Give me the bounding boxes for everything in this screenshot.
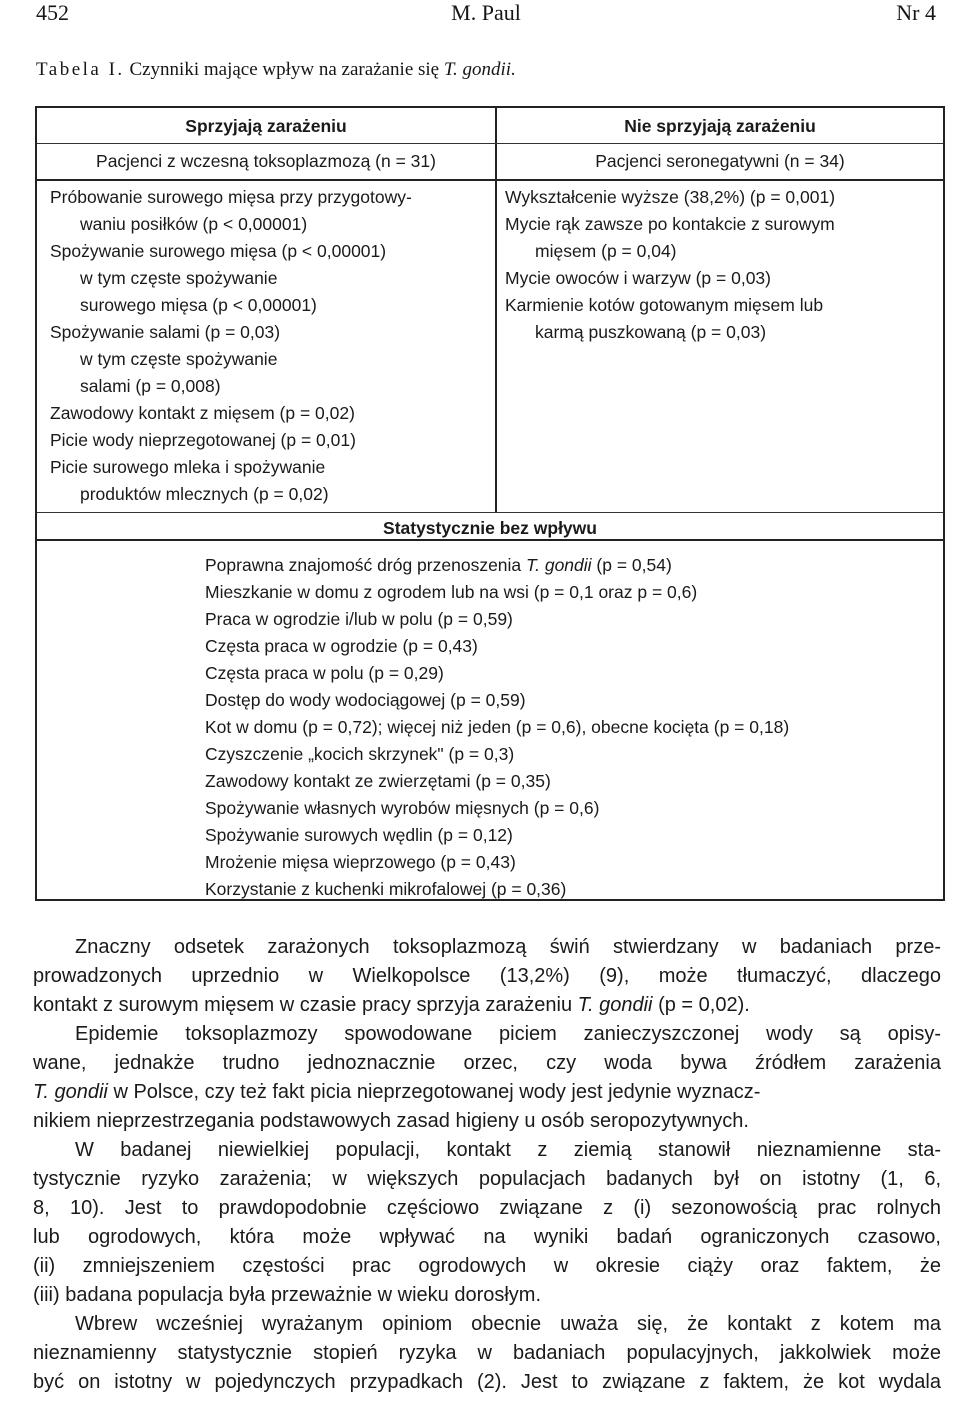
caption-text: Czynniki mające wpływ na zarażanie się [129,59,440,80]
list-item: karmą puszkowaną (p = 0,03) [535,322,767,342]
text-line: Wbrew wcześniej wyrażanym opiniom obecnie uważa się, że kontakt z kotem ma [75,1313,941,1335]
row-divider [37,539,943,541]
factors-table [35,106,945,901]
text-line: prowadzonych uprzednio w Wielkopolsce (13,2%) (9), może tłumaczyć, dlaczego [33,965,941,987]
caption-organism: T. gondii. [443,59,516,80]
text-run: w Polsce, czy też fakt picia nieprzegotowanej wody jest jedynie wyznacz- [113,1081,761,1103]
text-line: W badanej niewielkiej populacji, kontakt z ziemią stanowił nieznamienne sta- [75,1139,941,1161]
list-item: Karmienie kotów gotowanym mięsem lub [505,295,824,315]
list-item: Wykształcenie wyższe (38,2%) (p = 0,001) [505,187,836,207]
list-item: Praca w ogrodzie i/lub w polu (p = 0,59) [205,609,513,629]
list-item: produktów mlecznych (p = 0,02) [80,484,329,504]
list-item: Zawodowy kontakt z mięsem (p = 0,02) [50,403,355,423]
text-line: być on istotny w pojedynczych przypadkach (2). Jest to związane z faktem, że kot wydala [33,1371,941,1393]
list-item: Mycie rąk zawsze po kontakcie z surowym [505,214,835,234]
text-line: tystycznie ryzyko zarażenia; w większych populacjach badanych był on istotny (1, 6, [33,1168,941,1190]
list-item-organism: T. gondii [526,555,592,575]
bottom-section-title: Statystycznie bez wpływu [383,518,597,538]
text-run: (p = 0,02). [658,994,750,1016]
text-line: wane, jednakże trudno jednoznacznie orzec, czy woda bywa źródłem zarażenia [33,1052,941,1074]
list-item: Mycie owoców i warzyw (p = 0,03) [505,268,771,288]
text-line: nikiem nieprzestrzegania podstawowych zasad higieny u osób seropozytywnych. [33,1110,749,1132]
text-line: (iii) badana populacja była przeważnie w wieku dorosłym. [33,1284,542,1306]
list-item: Próbowanie surowego mięsa przy przygotowy- [50,187,412,207]
list-item: Spożywanie własnych wyrobów mięsnych (p = 0,6) [205,798,600,818]
list-item: Mieszkanie w domu z ogrodem lub na wsi (p = 0,1 oraz p = 0,6) [205,582,698,602]
list-item: Mrożenie mięsa wieprzowego (p = 0,43) [205,852,516,872]
list-item: surowego mięsa (p < 0,00001) [80,295,317,315]
table-caption [36,58,516,82]
row-divider [37,143,943,144]
list-item: Dostęp do wody wodociągowej (p = 0,59) [205,690,526,710]
list-item: Picie wody nieprzegotowanej (p = 0,01) [50,430,356,450]
text-line: 8, 10). Jest to prawdopodobnie częściowo związane z (i) sezonowością prac rolnych [33,1197,941,1219]
caption-label: Tabela I. [36,59,125,80]
non-favoring-factors-list [505,184,835,346]
row-divider [37,512,943,513]
list-item: mięsem (p = 0,04) [535,241,677,261]
body-text [33,933,941,1397]
list-item: Spożywanie surowych wędlin (p = 0,12) [205,825,513,845]
favoring-factors-list [50,184,412,508]
list-item-text: Poprawna znajomość dróg przenoszenia [205,555,522,575]
page-number: 452 [36,0,69,25]
text-line: lub ogrodowych, która może wpływać na wyniki badań ograniczonych czasowo, [33,1226,941,1248]
list-item: Korzystanie z kuchenki mikrofalowej (p = 0,36) [205,879,567,899]
no-effect-factors-list [205,552,789,903]
list-item: Spożywanie surowego mięsa (p < 0,00001) [50,241,387,261]
page-header [36,0,936,30]
text-run: kontakt z surowym mięsem w czasie pracy sprzyja zarażeniu [33,994,573,1016]
list-item: Zawodowy kontakt ze zwierzętami (p = 0,35) [205,771,551,791]
right-column-title: Nie sprzyjają zarażeniu [624,116,816,136]
organism-name: T. gondii [33,1081,108,1103]
organism-name: T. gondii [577,994,653,1016]
list-item: Spożywanie salami (p = 0,03) [50,322,281,342]
list-item: Czyszczenie „kocich skrzynek" (p = 0,3) [205,744,515,764]
text-line [33,991,941,1020]
list-item: salami (p = 0,008) [80,376,221,396]
list-item: Picie surowego mleka i spożywanie [50,457,326,477]
list-item: waniu posiłków (p < 0,00001) [80,214,308,234]
left-column-title: Sprzyjają zarażeniu [185,116,347,136]
row-divider [37,179,943,181]
list-item: w tym częste spożywanie [80,349,278,369]
list-item: Częsta praca w polu (p = 0,29) [205,663,444,683]
left-column-subtitle: Pacjenci z wczesną toksoplazmozą (n = 31) [96,151,436,171]
text-line: Epidemie toksoplazmozy spowodowane piciem zanieczyszczonej wody są opisy- [75,1023,941,1045]
text-line: Znaczny odsetek zarażonych toksoplazmozą świń stwierdzany w badaniach prze- [75,936,941,958]
running-author: M. Paul [451,0,521,25]
right-column-subtitle: Pacjenci seronegatywni (n = 34) [595,151,845,171]
list-item: w tym częste spożywanie [80,268,278,288]
list-item [205,552,789,579]
list-item: Kot w domu (p = 0,72); więcej niż jeden (p = 0,6), obecne kocięta (p = 0,18) [205,717,790,737]
text-line: nieznamienny statystycznie stopień ryzyka w badaniach populacyjnych, jakkolwiek może [33,1342,941,1364]
text-line: (ii) zmniejszeniem częstości prac ogrodowych w okresie ciąży oraz faktem, że [33,1255,941,1277]
text-line [33,1078,941,1107]
list-item: Częsta praca w ogrodzie (p = 0,43) [205,636,478,656]
issue-number: Nr 4 [896,0,936,25]
list-item-pvalue: (p = 0,54) [596,555,672,575]
